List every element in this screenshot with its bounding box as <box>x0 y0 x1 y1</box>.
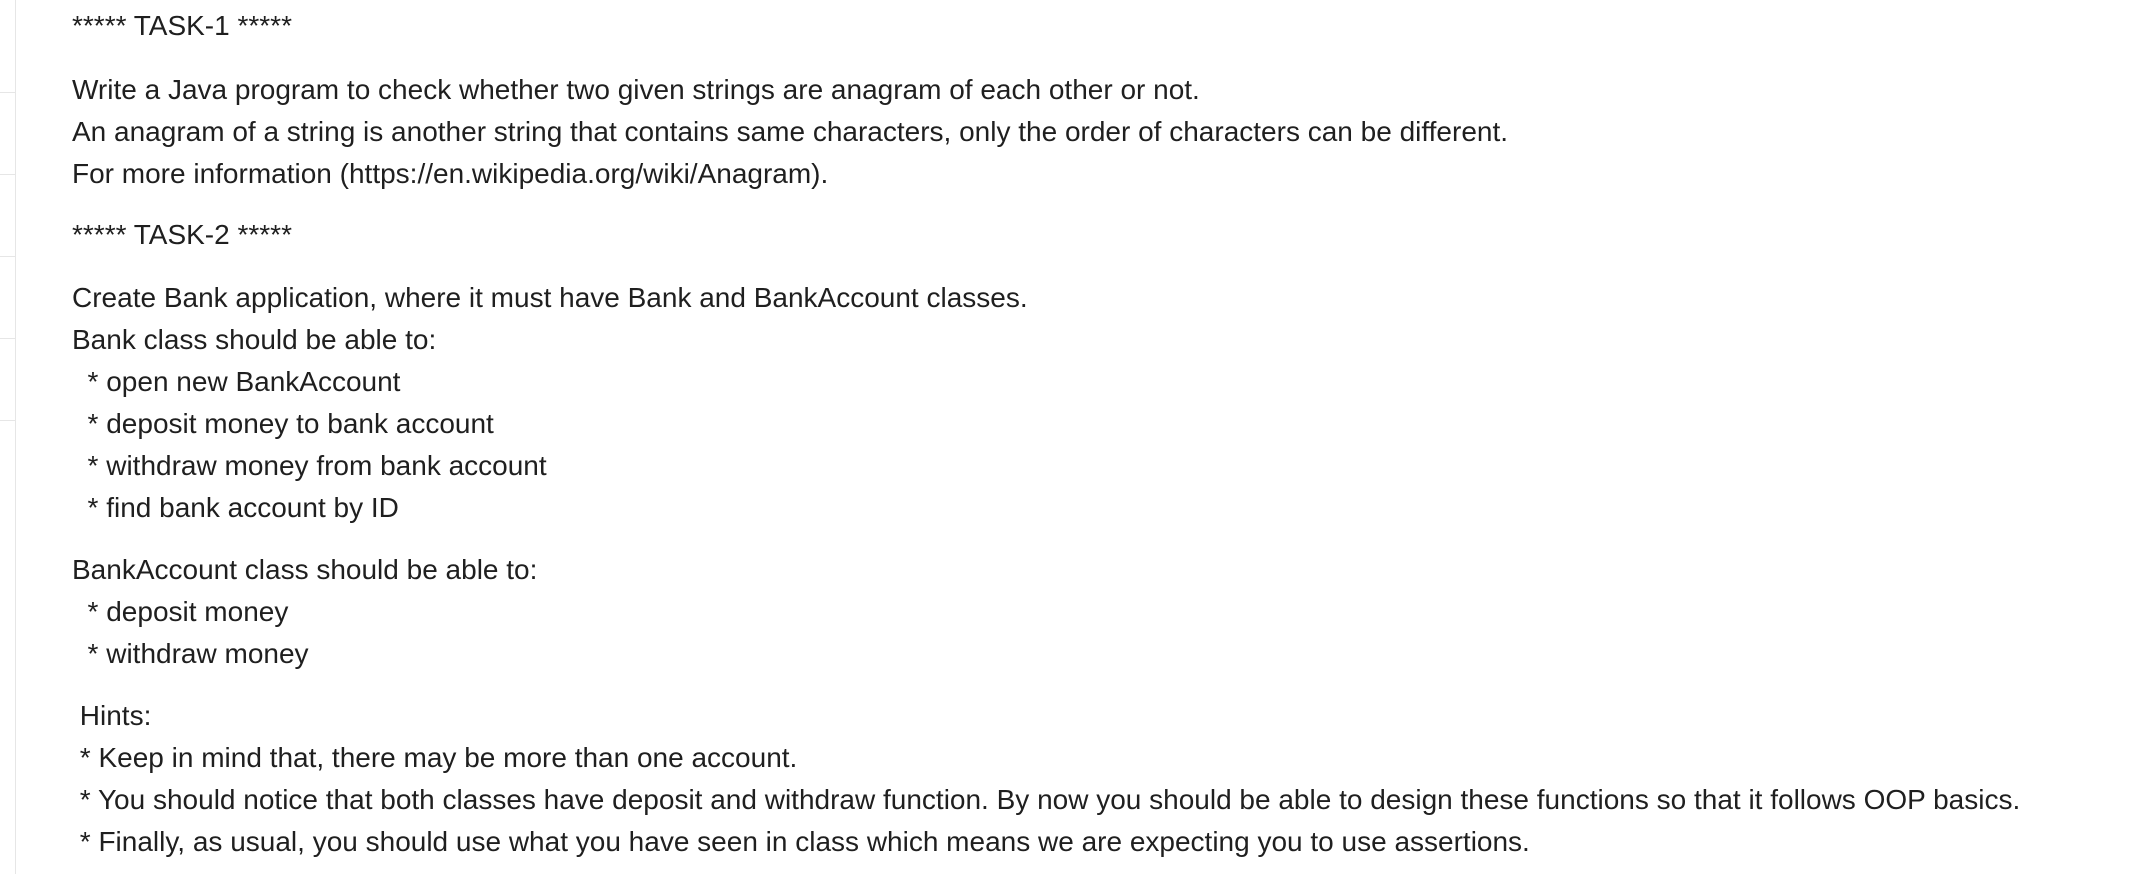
bank-list-item: * withdraw money from bank account <box>72 450 547 481</box>
task-2-heading: ***** TASK-2 ***** <box>72 219 292 250</box>
gutter-divider <box>0 92 15 93</box>
task-1-line: An anagram of a string is another string that contains same characters, only the order of characters can be different. <box>72 116 1509 147</box>
gutter-divider <box>0 256 15 257</box>
hint-item: * Finally, as usual, you should use what you have seen in class which means we are expecting you to use assertions. <box>72 826 1530 857</box>
bank-list-item: * deposit money to bank account <box>72 408 494 439</box>
gutter-divider <box>0 338 15 339</box>
task-2-intro: Create Bank application, where it must have Bank and BankAccount classes. <box>72 282 1028 313</box>
hint-item: * Keep in mind that, there may be more than one account. <box>72 742 798 773</box>
bank-class-title: Bank class should be able to: <box>72 324 437 355</box>
bank-list-item: * open new BankAccount <box>72 366 401 397</box>
bank-account-class-title: BankAccount class should be able to: <box>72 554 538 585</box>
gutter-divider <box>0 174 15 175</box>
bank-account-list-item: * withdraw money <box>72 638 309 669</box>
hints-title: Hints: <box>72 700 152 731</box>
bank-list-item: * find bank account by ID <box>72 492 399 523</box>
task-1-link-line: For more information (https://en.wikipedia.org/wiki/Anagram). <box>72 158 829 189</box>
bank-account-list-item: * deposit money <box>72 596 289 627</box>
task-1-line: Write a Java program to check whether two given strings are anagram of each other or not. <box>72 74 1200 105</box>
left-gutter <box>0 0 16 874</box>
task-1-heading: ***** TASK-1 ***** <box>72 10 292 41</box>
hint-item: * You should notice that both classes have deposit and withdraw function. By now you should be able to design these functions so that it follows OOP basics. <box>72 784 2021 815</box>
gutter-divider <box>0 420 15 421</box>
